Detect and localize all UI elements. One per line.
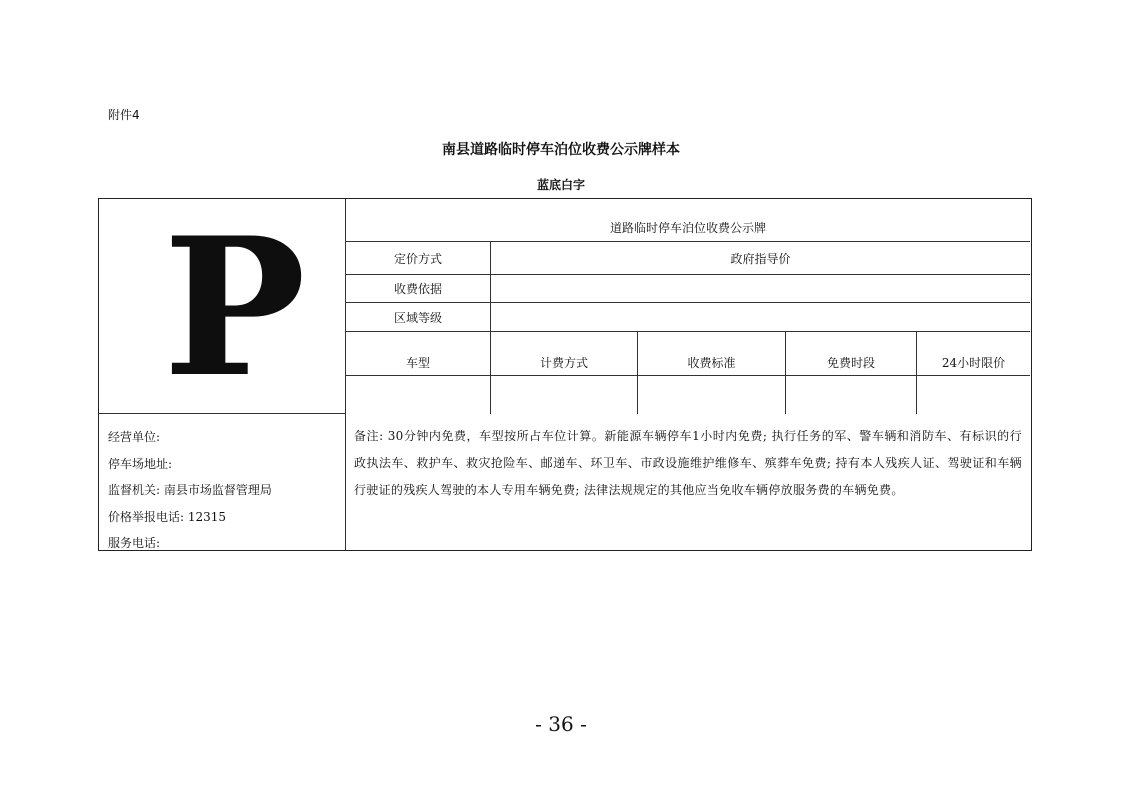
zone-level-label: 区域等级 <box>393 310 442 325</box>
column-24h-cap: 24小时限价 <box>916 332 1030 375</box>
fee-basis-label: 收费依据 <box>393 282 442 296</box>
column-fee-standard: 收费标准 <box>637 332 785 375</box>
parking-p-icon: P <box>163 196 306 419</box>
address-line: 停车场地址: <box>108 456 173 471</box>
column-billing-method: 计费方式 <box>490 332 637 375</box>
service-phone-line: 服务电话: <box>108 536 161 550</box>
column-free-period: 免费时段 <box>785 332 916 375</box>
sign-header: 道路临时停车泊位收费公示牌 <box>609 220 766 235</box>
zone-level-value <box>490 303 1030 331</box>
empty-cell-billing-method <box>490 376 637 414</box>
fee-basis-value <box>490 275 1030 302</box>
zone-level-row <box>346 303 1030 332</box>
sign-header-row <box>346 199 1030 242</box>
page-title: 南县道路临时停车泊位收费公示牌样本 <box>442 142 680 158</box>
parking-fee-sign <box>98 198 1032 551</box>
pricing-method-row <box>346 242 1030 275</box>
column-vehicle-type: 车型 <box>405 356 430 370</box>
page-number: - 36 - <box>535 712 587 736</box>
supervisor-line: 监督机关: 南县市场监督管理局 <box>108 483 272 497</box>
pricing-method-label: 定价方式 <box>393 251 442 266</box>
empty-cell-fee-standard <box>637 376 785 414</box>
pricing-method-value: 政府指导价 <box>490 242 1030 274</box>
page-subtitle: 蓝底白字 <box>536 178 585 192</box>
operator-info <box>99 414 346 550</box>
empty-cell-24h-cap <box>916 376 1030 414</box>
hotline-line: 价格举报电话: 12315 <box>108 509 227 524</box>
attachment-label: 附件4 <box>108 108 140 122</box>
remarks: 备注: 30分钟内免费，车型按所占车位计算。新能源车辆停车1小时内免费; 执行任务的军、警车辆和消防车、有标识的行政执法车、救护车、救灾抢险车、邮递车、环卫车、市政设施维护维修车、殡葬车免费; 持有本人残疾人证、驾驶证和车辆行驶证的残疾人驾驶的本人专用车辆免费; 法律法规规定的其他应当免收车辆停放服务费的车辆免费。 <box>354 429 1022 497</box>
operator-line: 经营单位: <box>108 430 161 444</box>
fee-table-empty-row <box>346 376 1030 414</box>
fee-basis-row <box>346 275 1030 303</box>
empty-cell-vehicle-type <box>346 376 490 414</box>
fee-table-header-row <box>346 332 1030 376</box>
empty-cell-free-period <box>785 376 916 414</box>
parking-symbol-cell <box>99 196 346 419</box>
sign-info-table <box>346 199 1030 414</box>
